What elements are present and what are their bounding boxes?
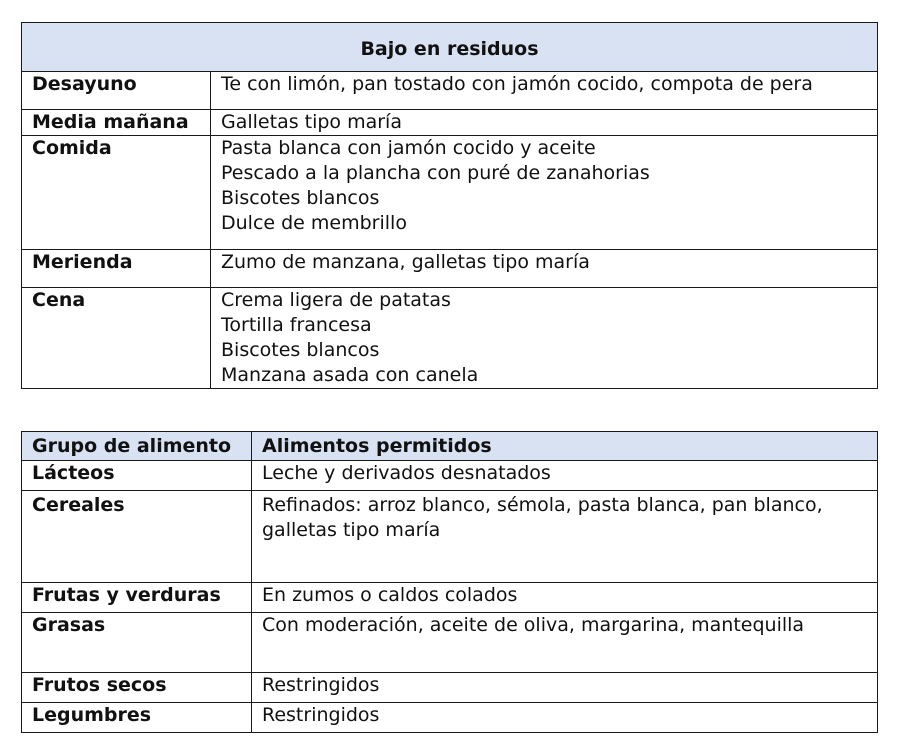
meal-line: Manzana asada con canela — [221, 364, 479, 386]
table-row — [22, 461, 878, 491]
food-header-row — [22, 432, 878, 461]
group-content — [252, 703, 878, 733]
meal-line: Dulce de membrillo — [221, 212, 407, 234]
group-line: En zumos o caldos colados — [262, 584, 518, 606]
meal-line: Te con limón, pan tostado con jamón cocido, compota de pera — [221, 73, 813, 95]
group-label: Lácteos — [22, 461, 252, 491]
menu-table — [21, 22, 878, 389]
meal-label: Desayuno — [22, 72, 211, 110]
meal-label: Comida — [22, 136, 211, 250]
meal-label: Merienda — [22, 250, 211, 288]
meal-line: Crema ligera de patatas — [221, 289, 451, 311]
table-row — [22, 110, 878, 136]
group-content — [252, 461, 878, 491]
table-row — [22, 250, 878, 288]
table-row — [22, 288, 878, 389]
group-line: Restringidos — [262, 704, 380, 726]
table-row — [22, 583, 878, 613]
table-row — [22, 136, 878, 250]
menu-title-row — [22, 23, 878, 72]
meal-line: Pasta blanca con jamón cocido y aceite — [221, 137, 596, 159]
meal-label: Cena — [22, 288, 211, 389]
meal-content — [211, 136, 878, 250]
table-row — [22, 703, 878, 733]
meal-content — [211, 72, 878, 110]
meal-line: Zumo de manzana, galletas tipo maría — [221, 251, 590, 273]
group-line: Con moderación, aceite de oliva, margarina, mantequilla — [262, 614, 805, 636]
header-group: Grupo de alimento — [22, 432, 252, 461]
food-group-table — [21, 431, 878, 733]
meal-content — [211, 250, 878, 288]
meal-line: Pescado a la plancha con puré de zanahorias — [221, 162, 650, 184]
group-line: Leche y derivados desnatados — [262, 462, 551, 484]
group-line: Refinados: arroz blanco, sémola, pasta blanca, pan blanco, — [262, 494, 823, 516]
group-line: galletas tipo maría — [262, 519, 441, 541]
meal-line: Biscotes blancos — [221, 339, 380, 361]
table-row — [22, 613, 878, 673]
table-row — [22, 72, 878, 110]
table-row — [22, 491, 878, 583]
group-content — [252, 491, 878, 583]
group-content — [252, 673, 878, 703]
meal-content — [211, 288, 878, 389]
group-line: Restringidos — [262, 674, 380, 696]
meal-line: Tortilla francesa — [221, 314, 372, 336]
group-content — [252, 613, 878, 673]
header-allowed: Alimentos permitidos — [252, 432, 878, 461]
meal-label: Media mañana — [22, 110, 211, 136]
group-label: Grasas — [22, 613, 252, 673]
group-label: Legumbres — [22, 703, 252, 733]
group-label: Cereales — [22, 491, 252, 583]
menu-title: Bajo en residuos — [22, 23, 878, 72]
meal-line: Biscotes blancos — [221, 187, 380, 209]
table-row — [22, 673, 878, 703]
meal-content — [211, 110, 878, 136]
meal-line: Galletas tipo maría — [221, 111, 402, 133]
group-label: Frutos secos — [22, 673, 252, 703]
group-label: Frutas y verduras — [22, 583, 252, 613]
group-content — [252, 583, 878, 613]
